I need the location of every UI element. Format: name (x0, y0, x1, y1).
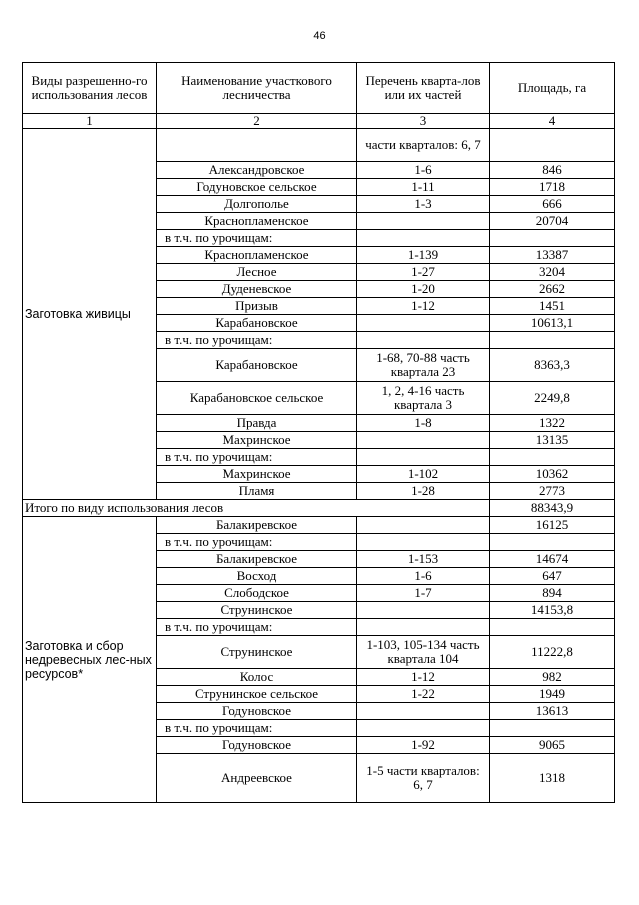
subtotal-note-cell: в т.ч. по урочищам: (157, 230, 357, 247)
quarters-cell: 1-8 (357, 415, 490, 432)
forestry-name-cell: Карабановское (157, 349, 357, 382)
forestry-name-cell: Долгополье (157, 196, 357, 213)
area-cell: 1318 (490, 754, 615, 803)
quarters-cell (357, 619, 490, 636)
subtotal-note-cell: в т.ч. по урочищам: (157, 332, 357, 349)
forestry-name-cell: Годуновское сельское (157, 179, 357, 196)
area-cell: 8363,3 (490, 349, 615, 382)
quarters-cell (357, 213, 490, 230)
quarters-cell: 1-5 части кварталов: 6, 7 (357, 754, 490, 803)
quarters-cell: 1, 2, 4-16 часть квартала 3 (357, 382, 490, 415)
subtotal-note-cell: в т.ч. по урочищам: (157, 534, 357, 551)
area-cell: 13613 (490, 703, 615, 720)
forestry-name-cell: Александровское (157, 162, 357, 179)
quarters-cell: части кварталов: 6, 7 (357, 129, 490, 162)
forestry-name-cell: Призыв (157, 298, 357, 315)
area-cell: 894 (490, 585, 615, 602)
area-cell: 13387 (490, 247, 615, 264)
forestry-name-cell: Махринское (157, 466, 357, 483)
area-cell (490, 619, 615, 636)
area-cell: 1451 (490, 298, 615, 315)
area-cell (490, 129, 615, 162)
quarters-cell (357, 315, 490, 332)
area-cell (490, 449, 615, 466)
area-cell (490, 720, 615, 737)
quarters-cell: 1-20 (357, 281, 490, 298)
table-row (23, 129, 615, 162)
quarters-cell: 1-11 (357, 179, 490, 196)
forestry-name-cell: Андреевское (157, 754, 357, 803)
quarters-cell: 1-28 (357, 483, 490, 500)
forestry-name-cell: Карабановское (157, 315, 357, 332)
subtotal-note-cell: в т.ч. по урочищам: (157, 720, 357, 737)
table-row (23, 517, 615, 534)
quarters-cell (357, 449, 490, 466)
header-row (23, 63, 615, 114)
use-type-resin-harvest: Заготовка живицы (23, 129, 157, 500)
area-cell (490, 230, 615, 247)
forestry-name-cell: Годуновское (157, 703, 357, 720)
forest-use-table (22, 62, 615, 803)
quarters-cell: 1-102 (357, 466, 490, 483)
forestry-name-cell: Лесное (157, 264, 357, 281)
forestry-name-cell: Карабановское сельское (157, 382, 357, 415)
area-cell: 14153,8 (490, 602, 615, 619)
area-cell: 3204 (490, 264, 615, 281)
forestry-name-cell: Слободское (157, 585, 357, 602)
forestry-name-cell: Махринское (157, 432, 357, 449)
area-cell: 10613,1 (490, 315, 615, 332)
column-number: 2 (157, 114, 357, 129)
quarters-cell: 1-6 (357, 568, 490, 585)
quarters-cell: 1-3 (357, 196, 490, 213)
area-cell: 9065 (490, 737, 615, 754)
header-area: Площадь, га (490, 63, 615, 114)
forestry-name-cell: Колос (157, 669, 357, 686)
area-cell: 16125 (490, 517, 615, 534)
area-cell: 10362 (490, 466, 615, 483)
area-cell: 1322 (490, 415, 615, 432)
quarters-cell (357, 432, 490, 449)
area-cell (490, 534, 615, 551)
column-number: 3 (357, 114, 490, 129)
area-cell: 2662 (490, 281, 615, 298)
quarters-cell: 1-12 (357, 298, 490, 315)
total-area: 88343,9 (490, 500, 615, 517)
column-number: 4 (490, 114, 615, 129)
area-cell: 13135 (490, 432, 615, 449)
quarters-cell: 1-6 (357, 162, 490, 179)
forestry-name-cell: Струнинское (157, 602, 357, 619)
forestry-name-cell: Струнинское сельское (157, 686, 357, 703)
forestry-name-cell: Краснопламенское (157, 213, 357, 230)
subtotal-note-cell: в т.ч. по урочищам: (157, 619, 357, 636)
column-number: 1 (23, 114, 157, 129)
forestry-name-cell: Балакиревское (157, 517, 357, 534)
area-cell: 1949 (490, 686, 615, 703)
forestry-name-cell: Правда (157, 415, 357, 432)
quarters-cell: 1-68, 70-88 часть квартала 23 (357, 349, 490, 382)
page-number: 46 (313, 30, 326, 42)
quarters-cell (357, 602, 490, 619)
quarters-cell: 1-139 (357, 247, 490, 264)
quarters-cell: 1-153 (357, 551, 490, 568)
quarters-cell (357, 517, 490, 534)
forestry-name-cell: Дуденевское (157, 281, 357, 298)
total-label: Итого по виду использования лесов (23, 500, 490, 517)
area-cell: 20704 (490, 213, 615, 230)
header-forestry-name: Наименование участкового лесничества (157, 63, 357, 114)
area-cell: 2249,8 (490, 382, 615, 415)
quarters-cell (357, 534, 490, 551)
area-cell: 846 (490, 162, 615, 179)
area-cell (490, 332, 615, 349)
forestry-name-cell: Годуновское (157, 737, 357, 754)
subtotal-note-cell: в т.ч. по урочищам: (157, 449, 357, 466)
forestry-name-cell: Пламя (157, 483, 357, 500)
area-cell: 2773 (490, 483, 615, 500)
quarters-cell: 1-103, 105-134 часть квартала 104 (357, 636, 490, 669)
area-cell: 982 (490, 669, 615, 686)
quarters-cell (357, 720, 490, 737)
area-cell: 1718 (490, 179, 615, 196)
quarters-cell: 1-7 (357, 585, 490, 602)
forestry-name-cell: Восход (157, 568, 357, 585)
quarters-cell (357, 703, 490, 720)
forestry-name-cell: Струнинское (157, 636, 357, 669)
header-use-type: Виды разрешенно-го использования лесов (23, 63, 157, 114)
quarters-cell: 1-12 (357, 669, 490, 686)
area-cell: 666 (490, 196, 615, 213)
forestry-name-cell: Балакиревское (157, 551, 357, 568)
area-cell: 14674 (490, 551, 615, 568)
area-cell: 11222,8 (490, 636, 615, 669)
quarters-cell (357, 230, 490, 247)
column-number-row (23, 114, 615, 129)
quarters-cell: 1-22 (357, 686, 490, 703)
quarters-cell: 1-92 (357, 737, 490, 754)
quarters-cell: 1-27 (357, 264, 490, 281)
use-type-non-timber-resources: Заготовка и сбор недревесных лес-ных ресурсов* (23, 517, 157, 803)
forestry-name-cell: Краснопламенское (157, 247, 357, 264)
total-row (23, 500, 615, 517)
quarters-cell (357, 332, 490, 349)
area-cell: 647 (490, 568, 615, 585)
header-quarters-list: Перечень кварта-лов или их частей (357, 63, 490, 114)
forestry-name-cell (157, 129, 357, 162)
